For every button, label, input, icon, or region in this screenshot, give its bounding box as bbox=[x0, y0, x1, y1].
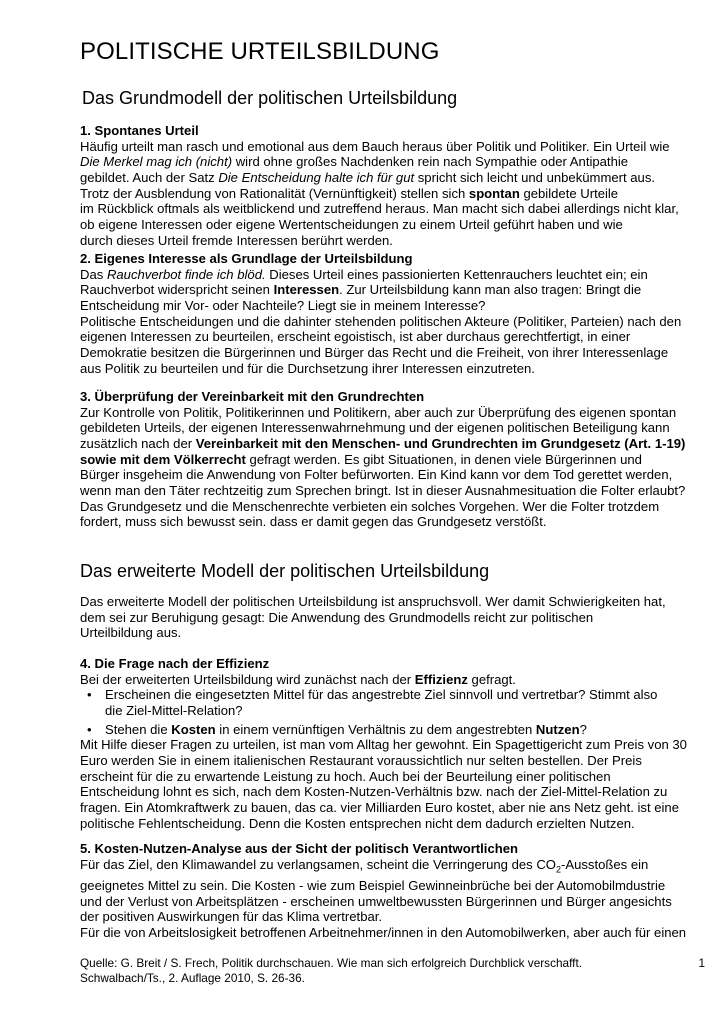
section-5-heading: 5. Kosten-Nutzen-Analyse aus der Sicht der politisch Verantwortlichen bbox=[80, 841, 519, 856]
quote-text: Die Merkel mag ich (nicht) bbox=[80, 154, 233, 170]
paragraph-line bbox=[80, 267, 710, 283]
paragraph-line: und der Verlust von Arbeitsplätzen - erscheinen umweltbewussten Bürgerinnen und Bürger angesichts bbox=[80, 893, 672, 909]
paragraph-line: durch dieses Urteil fremde Interessen berührt werden. bbox=[80, 232, 393, 248]
text-run: Trotz der Ausblendung von Rationalität (Vernünftigkeit) stellen sich bbox=[80, 185, 469, 201]
text-run: spricht sich leicht und unbekümmert aus. bbox=[414, 169, 656, 185]
section-cost-benefit bbox=[80, 841, 710, 941]
text-run: ? bbox=[579, 721, 587, 737]
quote-text: Die Entscheidung halte ich für gut bbox=[218, 169, 415, 185]
paragraph-line: Das Grundgesetz und die Menschenrechte verbieten ein solches Vorgehen. Wer die Folter trotzdem bbox=[80, 498, 660, 514]
paragraph-line: ob eigene Interessen oder eigene Wertentscheidungen zu einem Urteil geführt haben und wie bbox=[80, 216, 623, 232]
text-run: Für das Ziel, den Klimawandel zu verlangsamen, scheint die Verringerung des CO bbox=[80, 856, 556, 872]
paragraph-line: politische Fehlentscheidung. Denn die Kosten entsprechen nicht dem dadurch erzielten Nutzen. bbox=[80, 815, 635, 831]
emphasis-text: Effizienz bbox=[414, 671, 468, 687]
paragraph-line: geeignetes Mittel zu sein. Die Kosten - wie zum Beispiel Gewinneinbrüche bei der Automobilmdustrie bbox=[80, 877, 666, 893]
bullet-item bbox=[80, 687, 710, 718]
paragraph-line: Das erweiterte Modell der politischen Urteilsbildung ist anspruchsvoll. Wer damit Schwierigkeiten hat, bbox=[80, 594, 666, 609]
section-spontaneous-judgement bbox=[80, 123, 710, 248]
page-number: 1 bbox=[698, 956, 705, 970]
emphasis-text: Kosten bbox=[171, 721, 216, 737]
text-run: gefragt. bbox=[467, 671, 516, 687]
subscript: 2 bbox=[555, 864, 561, 875]
paragraph-line bbox=[80, 282, 710, 298]
paragraph-line: Häufig urteilt man rasch und emotional aus dem Bauch heraus über Politik und Politiker. Ein Urteil wie bbox=[80, 138, 670, 154]
text-run: . Zur Urteilsbildung kann man also tragen: Bringt die bbox=[339, 282, 642, 298]
emphasis-text: Vereinbarkeit mit den Menschen- und Grundrechten im Grundgesetz (Art. 1-19) bbox=[195, 435, 686, 451]
paragraph-line: Politische Entscheidungen und die dahinter stehenden politischen Akteure (Politiker, Parteien) nach den bbox=[80, 313, 682, 329]
paragraph-line: Entscheidung mir Vor- oder Nachteile? Liegt sie in meinem Interesse? bbox=[80, 297, 486, 313]
page-title: POLITISCHE URTEILSBILDUNG bbox=[80, 38, 440, 65]
paragraph-line: fragen. Ein Atomkraftwerk zu bauen, das ca. vier Milliarden Euro kostet, aber nie ans Netz geht. ist eine bbox=[80, 799, 679, 815]
paragraph-line: eigenen Interessen zu beurteilen, erscheint egoistisch, ist aber durchaus gerechtfertigt, in einer bbox=[80, 329, 631, 345]
paragraph-line bbox=[80, 857, 710, 878]
paragraph-line bbox=[80, 672, 710, 688]
text-run: -Ausstoßes ein bbox=[561, 856, 649, 872]
paragraph-line: Mit Hilfe dieser Fragen zu urteilen, ist man vom Alltag her gewohnt. Ein Spagettigericht zum Preis von 30 bbox=[80, 737, 687, 753]
paragraph-line bbox=[80, 154, 710, 170]
text-run: in einem vernünftigen Verhältnis zu dem angestrebten bbox=[215, 721, 536, 737]
extended-model-intro bbox=[80, 594, 710, 641]
footer-source: Schwalbach/Ts., 2. Auflage 2010, S. 26-36. bbox=[80, 971, 305, 985]
section-1-heading: 1. Spontanes Urteil bbox=[80, 123, 199, 138]
section-4-heading: 4. Die Frage nach der Effizienz bbox=[80, 656, 270, 671]
text-run: Bei der erweiterten Urteilsbildung wird zunächst nach der bbox=[80, 671, 415, 687]
page-footer bbox=[80, 956, 710, 986]
emphasis-text: spontan bbox=[468, 185, 520, 201]
text-run: gefragt werden. Es gibt Situationen, in denen viele Bürgerinnen und bbox=[245, 451, 642, 467]
text-run: Das bbox=[80, 266, 107, 282]
bullet-line: • Erscheinen die eingesetzten Mittel für das angestrebte Ziel sinnvoll und vertretbar? Stimmt also bbox=[105, 687, 658, 703]
text-run: wird ohne großes Nachdenken rein nach Sympathie oder Antipathie bbox=[232, 154, 629, 170]
emphasis-text: sowie mit dem Völkerrecht bbox=[80, 451, 246, 467]
paragraph-line: dem sei zur Beruhigung gesagt: Die Anwendung des Grundmodells reicht zur politischen bbox=[80, 609, 594, 625]
paragraph-line: erscheint für die zu erwartende Leistung zu hoch. Auch bei der Beurteilung einer politischen bbox=[80, 768, 611, 784]
text-run: Stehen die bbox=[105, 721, 172, 737]
paragraph-line: im Rückblick oftmals als weitblickend und zutreffend heraus. Man macht sich dabei allerdings nicht klar, bbox=[80, 201, 679, 217]
paragraph-line bbox=[80, 436, 710, 452]
text-run: gebildet. Auch der Satz bbox=[80, 169, 219, 185]
paragraph-line: Entscheidung lohnt es sich, nach dem Kosten-Nutzen-Verhältnis bzw. nach der Ziel-Mittel-Relation zu bbox=[80, 784, 668, 800]
text-run: Rauchverbot widerspricht seinen bbox=[80, 282, 274, 298]
emphasis-text: Nutzen bbox=[535, 721, 580, 737]
paragraph-line: Urteilbildung aus. bbox=[80, 625, 182, 641]
paragraph-line bbox=[80, 170, 710, 186]
section-own-interest bbox=[80, 251, 710, 376]
section-2-heading: 2. Eigenes Interesse als Grundlage der Urteilsbildung bbox=[80, 251, 413, 266]
bullet-line bbox=[105, 722, 710, 738]
quote-text: Rauchverbot finde ich blöd. bbox=[106, 266, 266, 282]
paragraph-line: gebildeten Urteils, der eigenen Interessenwahrnehmung und der eigenen politischen Beteiligung kann bbox=[80, 420, 670, 436]
paragraph-line bbox=[80, 186, 710, 202]
emphasis-text: Interessen bbox=[273, 282, 340, 298]
paragraph-line: aus Politik zu beurteilen und für die Durchsetzung ihrer Interessen einzutreten. bbox=[80, 360, 535, 376]
paragraph-line: Für die von Arbeitslosigkeit betroffenen Arbeitnehmer/innen in den Automobilwerken, aber auch für einen bbox=[80, 924, 687, 940]
text-run: zusätzlich nach der bbox=[80, 435, 196, 451]
text-run: Dieses Urteil eines passionierten Kettenrauchers leuchtet ein; ein bbox=[265, 266, 648, 282]
paragraph-line bbox=[80, 452, 710, 468]
paragraph-line: fordert, muss sich bewusst sein. dass er damit gegen das Grundgesetz verstößt. bbox=[80, 514, 547, 530]
paragraph-line: Bürger insgeheim die Anwendung von Folter befürworten. Ein Kind kann vor dem Tod gerettet werden, bbox=[80, 467, 673, 483]
bullet-line: die Ziel-Mittel-Relation? bbox=[105, 702, 243, 718]
section-efficiency bbox=[80, 656, 710, 831]
paragraph-line: Zur Kontrolle von Politik, Politikerinnen und Politikern, aber auch zur Überprüfung des eigenen spontan bbox=[80, 404, 677, 420]
section-3-heading: 3. Überprüfung der Vereinbarkeit mit den Grundrechten bbox=[80, 389, 425, 404]
section-fundamental-rights bbox=[80, 389, 710, 530]
bullet-item bbox=[80, 722, 710, 738]
paragraph-line: der positiven Auswirkungen für das Klima vertretbar. bbox=[80, 909, 383, 925]
section-heading-basic-model: Das Grundmodell der politischen Urteilsbildung bbox=[82, 88, 458, 108]
footer-source: Quelle: G. Breit / S. Frech, Politik durchschauen. Wie man sich erfolgreich Durchblick verschafft. bbox=[80, 956, 583, 970]
paragraph-line: Demokratie besitzen die Bürgerinnen und Bürger das Recht und die Freiheit, von ihrer Interessenlage bbox=[80, 344, 669, 360]
text-run: gebildete Urteile bbox=[519, 185, 619, 201]
paragraph-line: Euro werden Sie in einem italienischen Restaurant voraussichtlich nur selten bestellen. Der Preis bbox=[80, 752, 642, 768]
paragraph-line: wenn man den Täter rechtzeitig zum Sprechen bringt. Ist in dieser Ausnahmesituation die Folter erlaubt? bbox=[80, 482, 686, 498]
bullet-list bbox=[80, 687, 710, 737]
section-heading-extended-model: Das erweiterte Modell der politischen Urteilsbildung bbox=[80, 561, 490, 581]
